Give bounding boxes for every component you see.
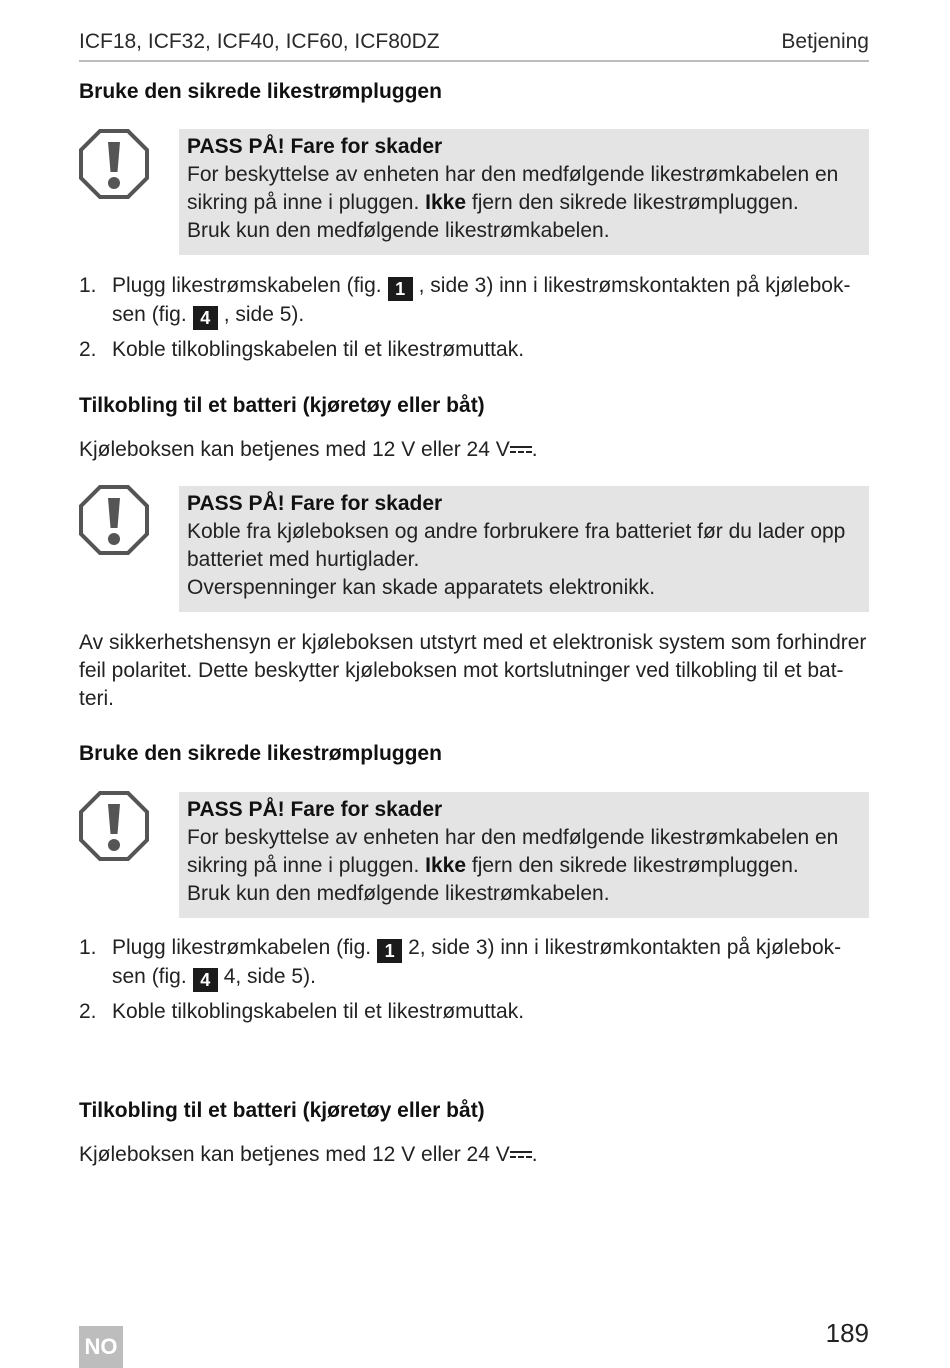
page-header bbox=[79, 30, 869, 62]
figure-ref-badge: 1 bbox=[388, 277, 413, 301]
battery-voltage-text: Kjøleboksen kan betjenes med 12 V eller 24 V . bbox=[79, 1143, 538, 1166]
warning-text: Bruk kun den medfølgende likestrømkabelen. bbox=[187, 882, 610, 905]
warning-text: Overspenninger kan skade apparatets elektronikk. bbox=[187, 576, 656, 599]
figure-ref-badge: 1 bbox=[377, 939, 402, 963]
list-item: 1. Plugg likestrømskabelen (fig. 1 , side 3) inn i likestrømskontakten på kjølebok- sen (fig. 4 , side 5). bbox=[79, 274, 851, 328]
warning-text: sikring på inne i pluggen. Ikke fjern den sikrede likestrømpluggen. bbox=[187, 854, 799, 877]
warning-text: For beskyttelse av enheten har den medfølgende likestrømkabelen en bbox=[187, 826, 839, 849]
warning-box bbox=[179, 792, 869, 918]
language-tab: NO bbox=[79, 1326, 123, 1368]
battery-voltage-text: Kjøleboksen kan betjenes med 12 V eller 24 V . bbox=[79, 438, 538, 461]
figure-ref-badge: 4 bbox=[193, 306, 218, 330]
warning-text: batteriet med hurtiglader. bbox=[187, 548, 420, 571]
warning-box bbox=[179, 486, 869, 612]
warning-title: PASS PÅ! Fare for skader bbox=[187, 135, 443, 158]
warning-octagon-icon bbox=[79, 129, 149, 199]
warning-box bbox=[179, 129, 869, 255]
warning-text: For beskyttelse av enheten har den medfølgende likestrømkabelen en bbox=[187, 163, 839, 186]
warning-octagon-icon bbox=[79, 791, 149, 861]
warning-text: Koble fra kjøleboksen og andre forbrukere fra batteriet før du lader opp bbox=[187, 520, 846, 543]
header-models: ICF18, ICF32, ICF40, ICF60, ICF80DZ bbox=[79, 30, 440, 53]
list-item: 2. Koble tilkoblingskabelen til et likestrømuttak. bbox=[79, 338, 525, 361]
warning-text: sikring på inne i pluggen. Ikke fjern den sikrede likestrømpluggen. bbox=[187, 191, 799, 214]
section-heading-dc-plug: Bruke den sikrede likestrømpluggen bbox=[79, 80, 442, 103]
header-section: Betjening bbox=[781, 30, 869, 53]
section-heading-battery: Tilkobling til et batteri (kjøretøy eller båt) bbox=[79, 1099, 485, 1122]
section-heading-battery: Tilkobling til et batteri (kjøretøy eller båt) bbox=[79, 394, 485, 417]
page-number: 189 bbox=[825, 1318, 869, 1348]
warning-octagon-icon bbox=[79, 485, 149, 555]
section-heading-dc-plug: Bruke den sikrede likestrømpluggen bbox=[79, 742, 442, 765]
warning-text: Bruk kun den medfølgende likestrømkabelen. bbox=[187, 219, 610, 242]
safety-paragraph: Av sikkerhetshensyn er kjøleboksen utstyrt med et elektronisk system som forhindrer feil polaritet. Dette beskytter kjøleboksen mot kortslutninger ved tilkobling til et bat- teri. bbox=[79, 631, 867, 710]
list-item: 2. Koble tilkoblingskabelen til et likestrømuttak. bbox=[79, 1000, 525, 1023]
dc-symbol-icon bbox=[510, 444, 532, 454]
dc-symbol-icon bbox=[510, 1149, 532, 1159]
warning-title: PASS PÅ! Fare for skader bbox=[187, 492, 443, 515]
list-item: 1. Plugg likestrømkabelen (fig. 1 2, side 3) inn i likestrømkontakten på kjølebok- sen (fig. 4 4, side 5). bbox=[79, 936, 842, 990]
figure-ref-badge: 4 bbox=[193, 968, 218, 992]
warning-title: PASS PÅ! Fare for skader bbox=[187, 798, 443, 821]
